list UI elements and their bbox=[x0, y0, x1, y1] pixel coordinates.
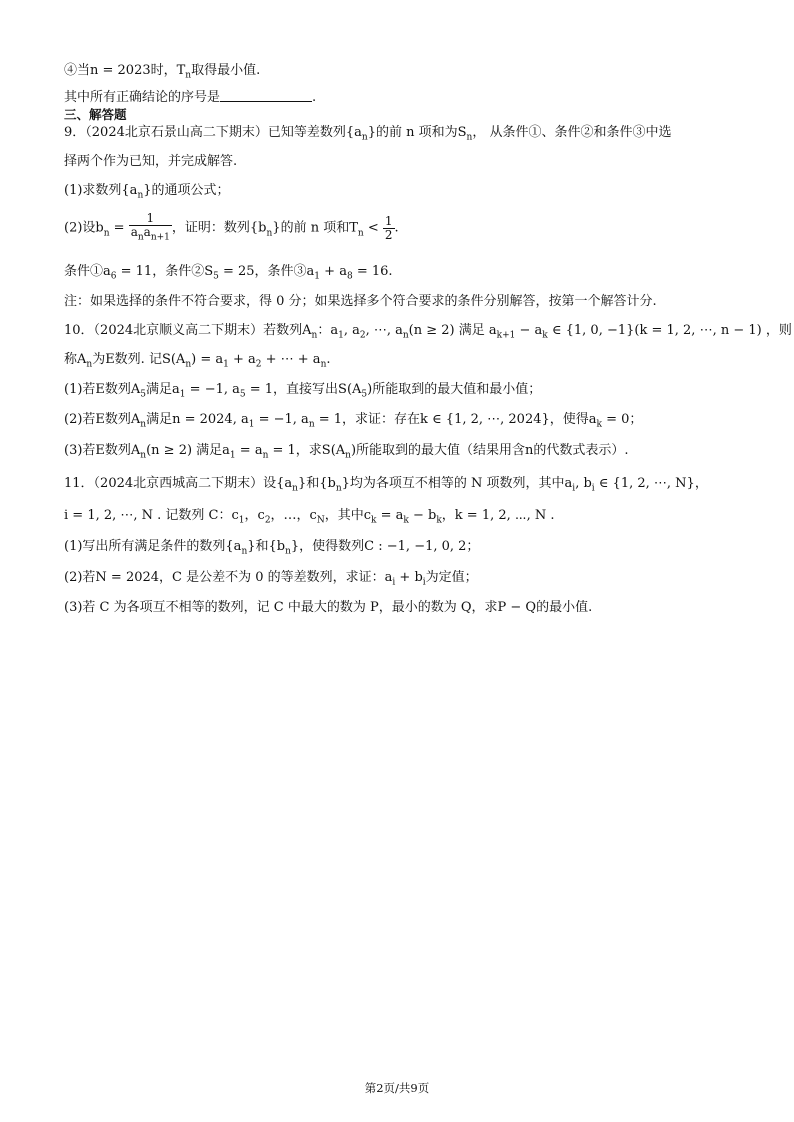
q9-stem-line2: 择两个作为已知，并完成解答. bbox=[64, 154, 238, 169]
q11-stem-line2: i = 1, 2, ⋯, N . 记数列 C：$c_1$，$c_2$，…，$c_N$，其中$c_k = a_k - b_k$，k = 1, 2, ⋯, N . bbox=[64, 508, 555, 526]
page-footer: 第2页/共9页 bbox=[364, 1081, 430, 1095]
q10-part1: (1)若E数列$A_5$满足$a_1 = -1$, $a_5 = 1$，直接写出$S(A_5)$所能取到的最大值和最小值； bbox=[64, 382, 542, 400]
q10-part3: (3)若E数列$A_n(n \ge 2)$ 满足$a_1 = a_n = 1$，求$S(A_n)$所能取到的最大值（结果用含n的代数式表示）. bbox=[64, 443, 629, 461]
q9-part1: (1)求数列$\{a_n\}$的通项公式； bbox=[64, 183, 230, 201]
q10-stem-line2: 称$A_n$为E数列. 记$S(A_n) = a_1 + a_2$ + ⋯ + $a_n$. bbox=[64, 352, 331, 370]
fraction-bn: $\frac{1}{a_na_{n+1}}$ bbox=[130, 211, 170, 243]
q11-part1: (1)写出所有满足条件的数列$\{a_n\}$和$\{b_n\}$，使得数列C : −1, −1, 0, 2； bbox=[64, 539, 480, 557]
q10-stem-line1: 10．（2024北京顺义高二下期末）若数列$A_n$：$a_1$, $a_2$, ⋯, $a_n(n \ge 2)$ 满足 $a_{k+1} - a_k$ ∈ {1, 0, −1}(k = 1, 2, ⋯, n − 1) ，则 bbox=[64, 323, 792, 341]
q9-stem-line1: 9．（2024北京石景山高二下期末）已知等差数列$\{a_n\}$的前 n 项和为$S_n$， 从条件①、条件②和条件③中选 bbox=[64, 125, 672, 143]
answer-blank[interactable] bbox=[220, 88, 312, 102]
q8-answer-prompt: 其中所有正确结论的序号是 . bbox=[64, 90, 317, 105]
q9-conditions: 条件$①a_6 = 11$，条件$②S_5 = 25$，条件$③a_1 + a_8 = 16$. bbox=[64, 264, 393, 282]
q11-part3: (3)若 C 为各项互不相等的数列，记 C 中最大的数为 P，最小的数为 Q，求P − Q的最小值. bbox=[64, 600, 593, 615]
q11-stem-line1: 11．（2024北京西城高二下期末）设$\{a_n\}$和$\{b_n\}$均为各项互不相等的 N 项数列，其中$a_i$, $b_i$ ∈ {1, 2, ⋯, N}， bbox=[64, 476, 708, 494]
section-heading: 三、解答题 bbox=[64, 107, 127, 122]
q9-note: 注：如果选择的条件不符合要求，得 0 分；如果选择多个符合要求的条件分别解答，按第一个解答计分. bbox=[64, 294, 657, 309]
q9-part2: (2)设$b_n$ = $\frac{1}{a_na_{n+1}}$ ，证明：数列$\{b_n\}$的前 n 项和$T_n$ < $\frac{1}{2}$ . bbox=[64, 211, 399, 243]
q8-conclusion-4: ④当n = 2023时，$T_n$取得最小值. bbox=[64, 63, 261, 81]
q11-part2: (2)若N = 2024，C 是公差不为 0 的等差数列，求证：$a_i + b_i$为定值； bbox=[64, 570, 478, 588]
fraction-half: $\frac{1}{2}$ bbox=[384, 213, 393, 242]
q10-part2: (2)若E数列$A_n$满足n = 2024, $a_1 = -1$, $a_n = 1$，求证：存在k ∈ {1, 2, ⋯, 2024}，使得$a_k = 0$； bbox=[64, 412, 643, 430]
